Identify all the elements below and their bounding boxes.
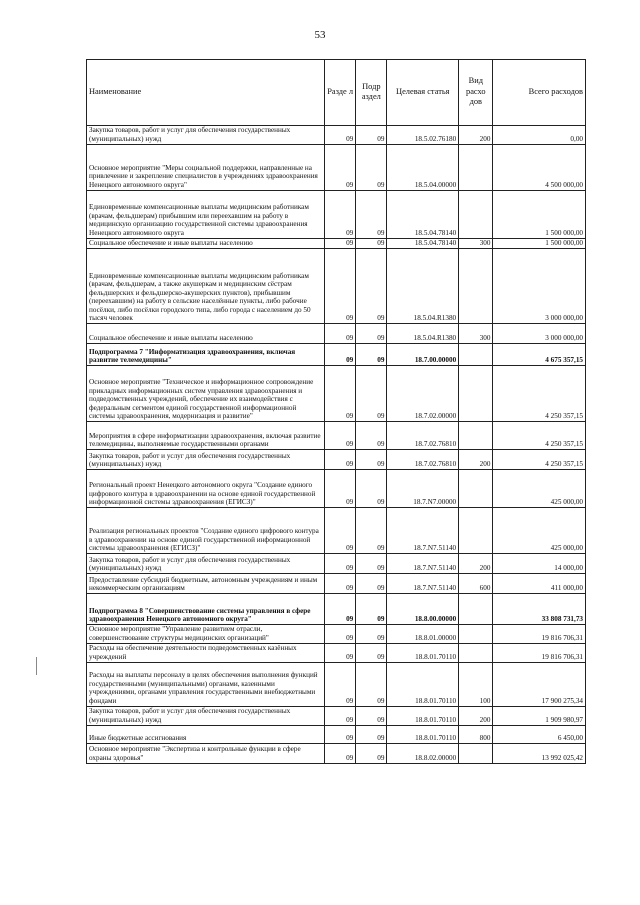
cell-section: 09 [325, 508, 356, 554]
cell-total: 19 816 706,31 [493, 644, 586, 663]
cell-section: 09 [325, 644, 356, 663]
table-row [87, 344, 586, 366]
cell-expense-type [459, 470, 493, 508]
cell-expense-type [459, 249, 493, 324]
cell-name: Региональный проект Ненецкого автономного округа "Создание единого цифрового контура в здравоохранении на основе единой государственной информационной системы здравоохранения (ЕГИСЗ)" [87, 470, 325, 508]
cell-total: 14 000,00 [493, 554, 586, 574]
cell-section: 09 [325, 344, 356, 366]
cell-section: 09 [325, 366, 356, 422]
cell-subsection: 09 [356, 366, 387, 422]
cell-name: Мероприятия в сфере информатизации здравоохранения, включая развитие телемедицины, выполняемые государственными органами [87, 422, 325, 450]
cell-expense-type: 800 [459, 726, 493, 744]
table-row [87, 707, 586, 726]
cell-expense-type: 100 [459, 663, 493, 707]
cell-total: 425 000,00 [493, 508, 586, 554]
cell-subsection: 09 [356, 324, 387, 344]
table-row [87, 663, 586, 707]
cell-section: 09 [325, 126, 356, 145]
cell-section: 09 [325, 625, 356, 644]
cell-total: 19 816 706,31 [493, 625, 586, 644]
cell-subsection: 09 [356, 744, 387, 764]
cell-section: 09 [325, 324, 356, 344]
cell-total: 3 000 000,00 [493, 324, 586, 344]
cell-name: Реализация региональных проектов "Создание единого цифрового контура в здравоохранении на основе единой государственной информационной системы здравоохранения (ЕГИСЗ)" [87, 508, 325, 554]
cell-subsection: 09 [356, 191, 387, 239]
header-expense-type: Вид расхо дов [459, 60, 493, 126]
cell-subsection: 09 [356, 239, 387, 249]
cell-expense-type [459, 508, 493, 554]
cell-expense-type [459, 344, 493, 366]
table-row [87, 422, 586, 450]
cell-article: 18.8.01.00000 [387, 625, 459, 644]
cell-total: 1 500 000,00 [493, 239, 586, 249]
cell-name: Закупка товаров, работ и услуг для обеспечения государственных (муниципальных) нужд [87, 707, 325, 726]
cell-article: 18.8.01.70110 [387, 707, 459, 726]
cell-subsection: 09 [356, 344, 387, 366]
cell-subsection: 09 [356, 594, 387, 625]
cell-subsection: 09 [356, 625, 387, 644]
cell-section: 09 [325, 707, 356, 726]
header-total: Всего расходов [493, 60, 586, 126]
table-row [87, 554, 586, 574]
cell-subsection: 09 [356, 422, 387, 450]
cell-section: 09 [325, 726, 356, 744]
cell-total: 4 500 000,00 [493, 145, 586, 191]
table-row [87, 726, 586, 744]
cell-subsection: 09 [356, 707, 387, 726]
cell-article: 18.5.04.78140 [387, 239, 459, 249]
cell-article: 18.5.02.76180 [387, 126, 459, 145]
cell-subsection: 09 [356, 145, 387, 191]
cell-name: Основное мероприятие "Управление развитием отрасли, совершенствование структуры медицинских организаций" [87, 625, 325, 644]
cell-name: Расходы на выплаты персоналу в целях обеспечения выполнения функций государственными (муниципальными) органами, казенными учреждениями, органами управления государственными внебюджетными фондами [87, 663, 325, 707]
header-article: Целевая статья [387, 60, 459, 126]
table-row [87, 191, 586, 239]
cell-total: 0,00 [493, 126, 586, 145]
cell-expense-type [459, 594, 493, 625]
cell-article: 18.7.00.00000 [387, 344, 459, 366]
table-row [87, 744, 586, 764]
cell-article: 18.8.02.00000 [387, 744, 459, 764]
cell-total: 13 992 025,42 [493, 744, 586, 764]
cell-name: Единовременные компенсационные выплаты медицинским работникам (врачам, фельдшерам, а также акушеркам и медицинским сёстрам фельдшерских и фельдшерско-акушерских пунктов), прибывшим (переехавшим) на работу в сельские населённые пункты, либо рабочие посёлки, либо посёлки городского типа, либо города с населением до 50 тысяч человек [87, 249, 325, 324]
cell-name: Основное мероприятие "Меры социальной поддержки, направленные на привлечение и закрепление специалистов в учреждениях здравоохранения Ненецкого автономного округа" [87, 145, 325, 191]
cell-subsection: 09 [356, 450, 387, 470]
cell-section: 09 [325, 574, 356, 594]
cell-name: Единовременные компенсационные выплаты медицинским работникам (врачам, фельдшерам) прибывшим или переехавшим на работу в медицинскую организацию государственной системы здравоохранения Ненецкого автономного округа [87, 191, 325, 239]
cell-name: Социальное обеспечение и иные выплаты населению [87, 324, 325, 344]
cell-name: Предоставление субсидий бюджетным, автономным учреждениям и иным некоммерческим организациям [87, 574, 325, 594]
table-row [87, 594, 586, 625]
cell-name: Иные бюджетные ассигнования [87, 726, 325, 744]
cell-total: 1 500 000,00 [493, 191, 586, 239]
table-row [87, 249, 586, 324]
page-number: 53 [314, 29, 326, 41]
cell-total: 4 250 357,15 [493, 450, 586, 470]
table-row [87, 239, 586, 249]
budget-table [86, 59, 586, 764]
header-section: Разде л [325, 60, 356, 126]
cell-article: 18.7.02.76810 [387, 450, 459, 470]
cell-name: Закупка товаров, работ и услуг для обеспечения государственных (муниципальных) нужд [87, 554, 325, 574]
cell-name: Подпрограмма 8 "Совершенствование системы управления в сфере здравоохранения Ненецкого автономного округа" [87, 594, 325, 625]
cell-name: Основное мероприятие "Техническое и информационное сопровождение прикладных информационных систем управления здравоохранения и подведомственных учреждений, обеспечение их взаимодействия с федеральным сегментом единой государственной информационной системы здравоохранения, модернизация и развитие" [87, 366, 325, 422]
cell-article: 18.8.01.70110 [387, 663, 459, 707]
cell-article: 18.5.04.78140 [387, 191, 459, 239]
table-row [87, 470, 586, 508]
table-row [87, 644, 586, 663]
cell-section: 09 [325, 470, 356, 508]
cell-expense-type [459, 422, 493, 450]
cell-article: 18.8.01.70110 [387, 726, 459, 744]
cell-total: 4 250 357,15 [493, 366, 586, 422]
cell-subsection: 09 [356, 470, 387, 508]
cell-total: 4 250 357,15 [493, 422, 586, 450]
cell-section: 09 [325, 145, 356, 191]
cell-name: Основное мероприятие "Экспертиза и контрольные функции в сфере охраны здоровья" [87, 744, 325, 764]
cell-expense-type: 200 [459, 126, 493, 145]
cell-expense-type: 200 [459, 554, 493, 574]
cell-expense-type [459, 625, 493, 644]
cell-name: Социальное обеспечение и иные выплаты населению [87, 239, 325, 249]
cell-total: 3 000 000,00 [493, 249, 586, 324]
cell-expense-type [459, 744, 493, 764]
cell-name: Подпрограмма 7 "Информатизация здравоохранения, включая развитие телемедицины" [87, 344, 325, 366]
table-header-row [87, 60, 586, 126]
cell-article: 18.7.N7.51140 [387, 554, 459, 574]
cell-total: 1 909 980,97 [493, 707, 586, 726]
cell-section: 09 [325, 191, 356, 239]
cell-total: 4 675 357,15 [493, 344, 586, 366]
cell-article: 18.7.N7.51140 [387, 574, 459, 594]
cell-name: Расходы на обеспечение деятельности подведомственных казённых учреждений [87, 644, 325, 663]
cell-total: 411 000,00 [493, 574, 586, 594]
cell-section: 09 [325, 422, 356, 450]
cell-article: 18.7.02.00000 [387, 366, 459, 422]
table-row [87, 366, 586, 422]
cell-article: 18.7.N7.00000 [387, 470, 459, 508]
cell-article: 18.5.04.R1380 [387, 249, 459, 324]
cell-section: 09 [325, 663, 356, 707]
margin-mark [36, 657, 37, 675]
table-row [87, 574, 586, 594]
cell-article: 18.5.04.R1380 [387, 324, 459, 344]
cell-section: 09 [325, 594, 356, 625]
cell-article: 18.7.02.76810 [387, 422, 459, 450]
cell-article: 18.7.N7.51140 [387, 508, 459, 554]
header-subsection: Подр аздел [356, 60, 387, 126]
cell-expense-type [459, 366, 493, 422]
cell-subsection: 09 [356, 554, 387, 574]
cell-total: 33 808 731,73 [493, 594, 586, 625]
table-row [87, 145, 586, 191]
cell-expense-type: 600 [459, 574, 493, 594]
table-row [87, 508, 586, 554]
cell-expense-type [459, 145, 493, 191]
cell-section: 09 [325, 239, 356, 249]
cell-expense-type [459, 191, 493, 239]
cell-subsection: 09 [356, 663, 387, 707]
cell-expense-type [459, 644, 493, 663]
cell-expense-type: 300 [459, 239, 493, 249]
cell-subsection: 09 [356, 249, 387, 324]
cell-name: Закупка товаров, работ и услуг для обеспечения государственных (муниципальных) нужд [87, 126, 325, 145]
cell-article: 18.8.00.00000 [387, 594, 459, 625]
cell-expense-type: 200 [459, 450, 493, 470]
table-row [87, 625, 586, 644]
table-row [87, 126, 586, 145]
cell-expense-type: 200 [459, 707, 493, 726]
cell-section: 09 [325, 744, 356, 764]
cell-subsection: 09 [356, 574, 387, 594]
cell-section: 09 [325, 450, 356, 470]
cell-subsection: 09 [356, 508, 387, 554]
cell-total: 17 900 275,34 [493, 663, 586, 707]
cell-section: 09 [325, 249, 356, 324]
cell-article: 18.8.01.70110 [387, 644, 459, 663]
cell-total: 6 450,00 [493, 726, 586, 744]
cell-subsection: 09 [356, 644, 387, 663]
cell-subsection: 09 [356, 726, 387, 744]
cell-article: 18.5.04.00000 [387, 145, 459, 191]
header-name: Наименование [87, 60, 325, 126]
cell-section: 09 [325, 554, 356, 574]
cell-subsection: 09 [356, 126, 387, 145]
cell-name: Закупка товаров, работ и услуг для обеспечения государственных (муниципальных) нужд [87, 450, 325, 470]
table-row [87, 450, 586, 470]
table-row [87, 324, 586, 344]
cell-expense-type: 300 [459, 324, 493, 344]
cell-total: 425 000,00 [493, 470, 586, 508]
